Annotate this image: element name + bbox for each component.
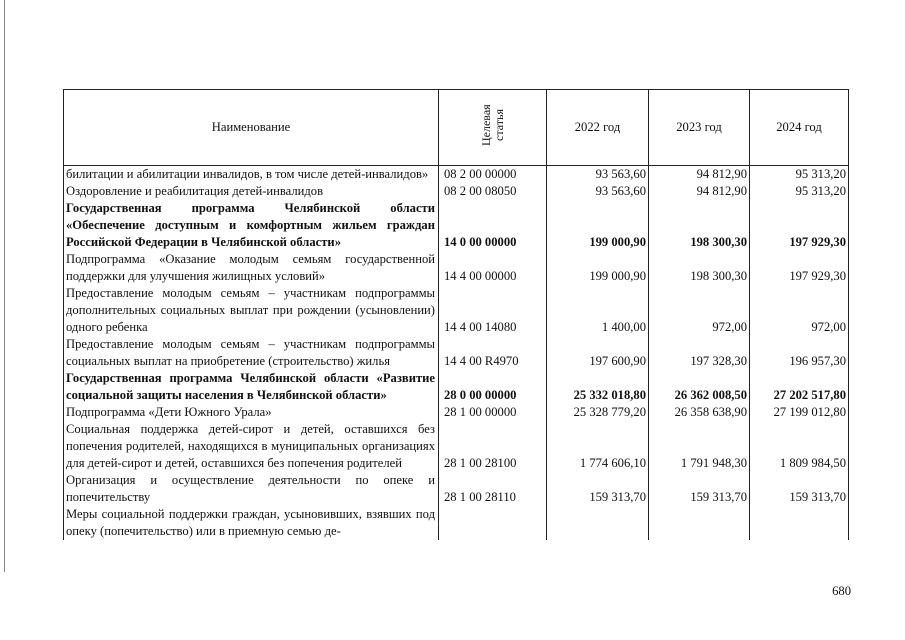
row-value-2024: 197 929,30 [750, 251, 849, 285]
row-value-2023: 94 812,90 [649, 183, 750, 200]
row-value-2024: 196 957,30 [750, 336, 849, 370]
row-value-2022: 93 563,60 [547, 183, 649, 200]
header-code-cell [439, 90, 547, 166]
table-row [64, 421, 849, 472]
row-name: Подпрограмма «Дети Южного Урала» [64, 404, 439, 421]
row-code: 14 4 00 14080 [439, 285, 547, 336]
row-code: 14 4 00 R4970 [439, 336, 547, 370]
row-code: 08 2 00 00000 [439, 166, 547, 184]
row-value-2022: 197 600,90 [547, 336, 649, 370]
row-name: Предоставление молодым семьям – участникам подпрограммы дополнительных социальных выплат при рождении (усыновлении) одного ребенка [64, 285, 439, 336]
row-value-2023: 198 300,30 [649, 251, 750, 285]
table-row [64, 506, 849, 540]
budget-table [63, 89, 849, 540]
row-value-2024: 972,00 [750, 285, 849, 336]
row-value-2023: 26 362 008,50 [649, 370, 750, 404]
page-number: 680 [832, 584, 851, 598]
table-row [64, 404, 849, 421]
row-name: Предоставление молодым семьям – участникам подпрограммы социальных выплат на приобретение (строительство) жилья [64, 336, 439, 370]
row-value-2023: 26 358 638,90 [649, 404, 750, 421]
row-name: Меры социальной поддержки граждан, усыновивших, взявших под опеку (попечительство) или в приемную семью де- [64, 506, 439, 540]
row-value-2023: 1 791 948,30 [649, 421, 750, 472]
table-header-row [64, 90, 849, 166]
row-value-2022: 25 328 779,20 [547, 404, 649, 421]
row-value-2022: 199 000,90 [547, 200, 649, 251]
header-name: Наименование [64, 90, 439, 166]
row-code: 14 0 00 00000 [439, 200, 547, 251]
row-value-2023: 94 812,90 [649, 166, 750, 184]
table-row [64, 285, 849, 336]
row-code: 08 2 00 08050 [439, 183, 547, 200]
row-code: 28 0 00 00000 [439, 370, 547, 404]
row-value-2024 [750, 506, 849, 540]
header-year-2023: 2023 год [649, 90, 750, 166]
row-value-2023: 197 328,30 [649, 336, 750, 370]
row-value-2022: 199 000,90 [547, 251, 649, 285]
row-code: 28 1 00 28100 [439, 421, 547, 472]
table-row [64, 251, 849, 285]
table-row [64, 166, 849, 184]
row-value-2024: 197 929,30 [750, 200, 849, 251]
header-code: Целевая статья [478, 104, 506, 146]
row-code: 28 1 00 28110 [439, 472, 547, 506]
row-value-2023 [649, 506, 750, 540]
row-value-2023: 198 300,30 [649, 200, 750, 251]
row-value-2023: 972,00 [649, 285, 750, 336]
row-value-2023: 159 313,70 [649, 472, 750, 506]
row-name: билитации и абилитации инвалидов, в том числе детей-инвалидов» [64, 166, 439, 184]
page-edge-rule [4, 0, 5, 572]
table-row [64, 200, 849, 251]
row-code: 28 1 00 00000 [439, 404, 547, 421]
row-code: 14 4 00 00000 [439, 251, 547, 285]
row-name: Социальная поддержка детей-сирот и детей, оставшихся без попечения родителей, находящихся в муниципальных организациях для детей-сирот и детей, оставшихся без попечения родителей [64, 421, 439, 472]
row-name: Государственная программа Челябинской области «Развитие социальной защиты населения в Челябинской области» [64, 370, 439, 404]
row-value-2024: 95 313,20 [750, 183, 849, 200]
row-code [439, 506, 547, 540]
row-value-2024: 159 313,70 [750, 472, 849, 506]
row-name: Оздоровление и реабилитация детей-инвалидов [64, 183, 439, 200]
row-value-2022: 93 563,60 [547, 166, 649, 184]
row-value-2022: 25 332 018,80 [547, 370, 649, 404]
table-row [64, 370, 849, 404]
row-value-2022: 159 313,70 [547, 472, 649, 506]
table-row [64, 472, 849, 506]
row-name: Организация и осуществление деятельности по опеке и попечительству [64, 472, 439, 506]
row-value-2024: 95 313,20 [750, 166, 849, 184]
row-value-2024: 27 202 517,80 [750, 370, 849, 404]
row-value-2022 [547, 506, 649, 540]
table-row [64, 336, 849, 370]
row-value-2024: 1 809 984,50 [750, 421, 849, 472]
row-name: Подпрограмма «Оказание молодым семьям государственной поддержки для улучшения жилищных условий» [64, 251, 439, 285]
row-value-2022: 1 774 606,10 [547, 421, 649, 472]
header-year-2022: 2022 год [547, 90, 649, 166]
row-value-2022: 1 400,00 [547, 285, 649, 336]
header-year-2024: 2024 год [750, 90, 849, 166]
row-value-2024: 27 199 012,80 [750, 404, 849, 421]
table-row [64, 183, 849, 200]
row-name: Государственная программа Челябинской области «Обеспечение доступным и комфортным жильем граждан Российской Федерации в Челябинской области» [64, 200, 439, 251]
